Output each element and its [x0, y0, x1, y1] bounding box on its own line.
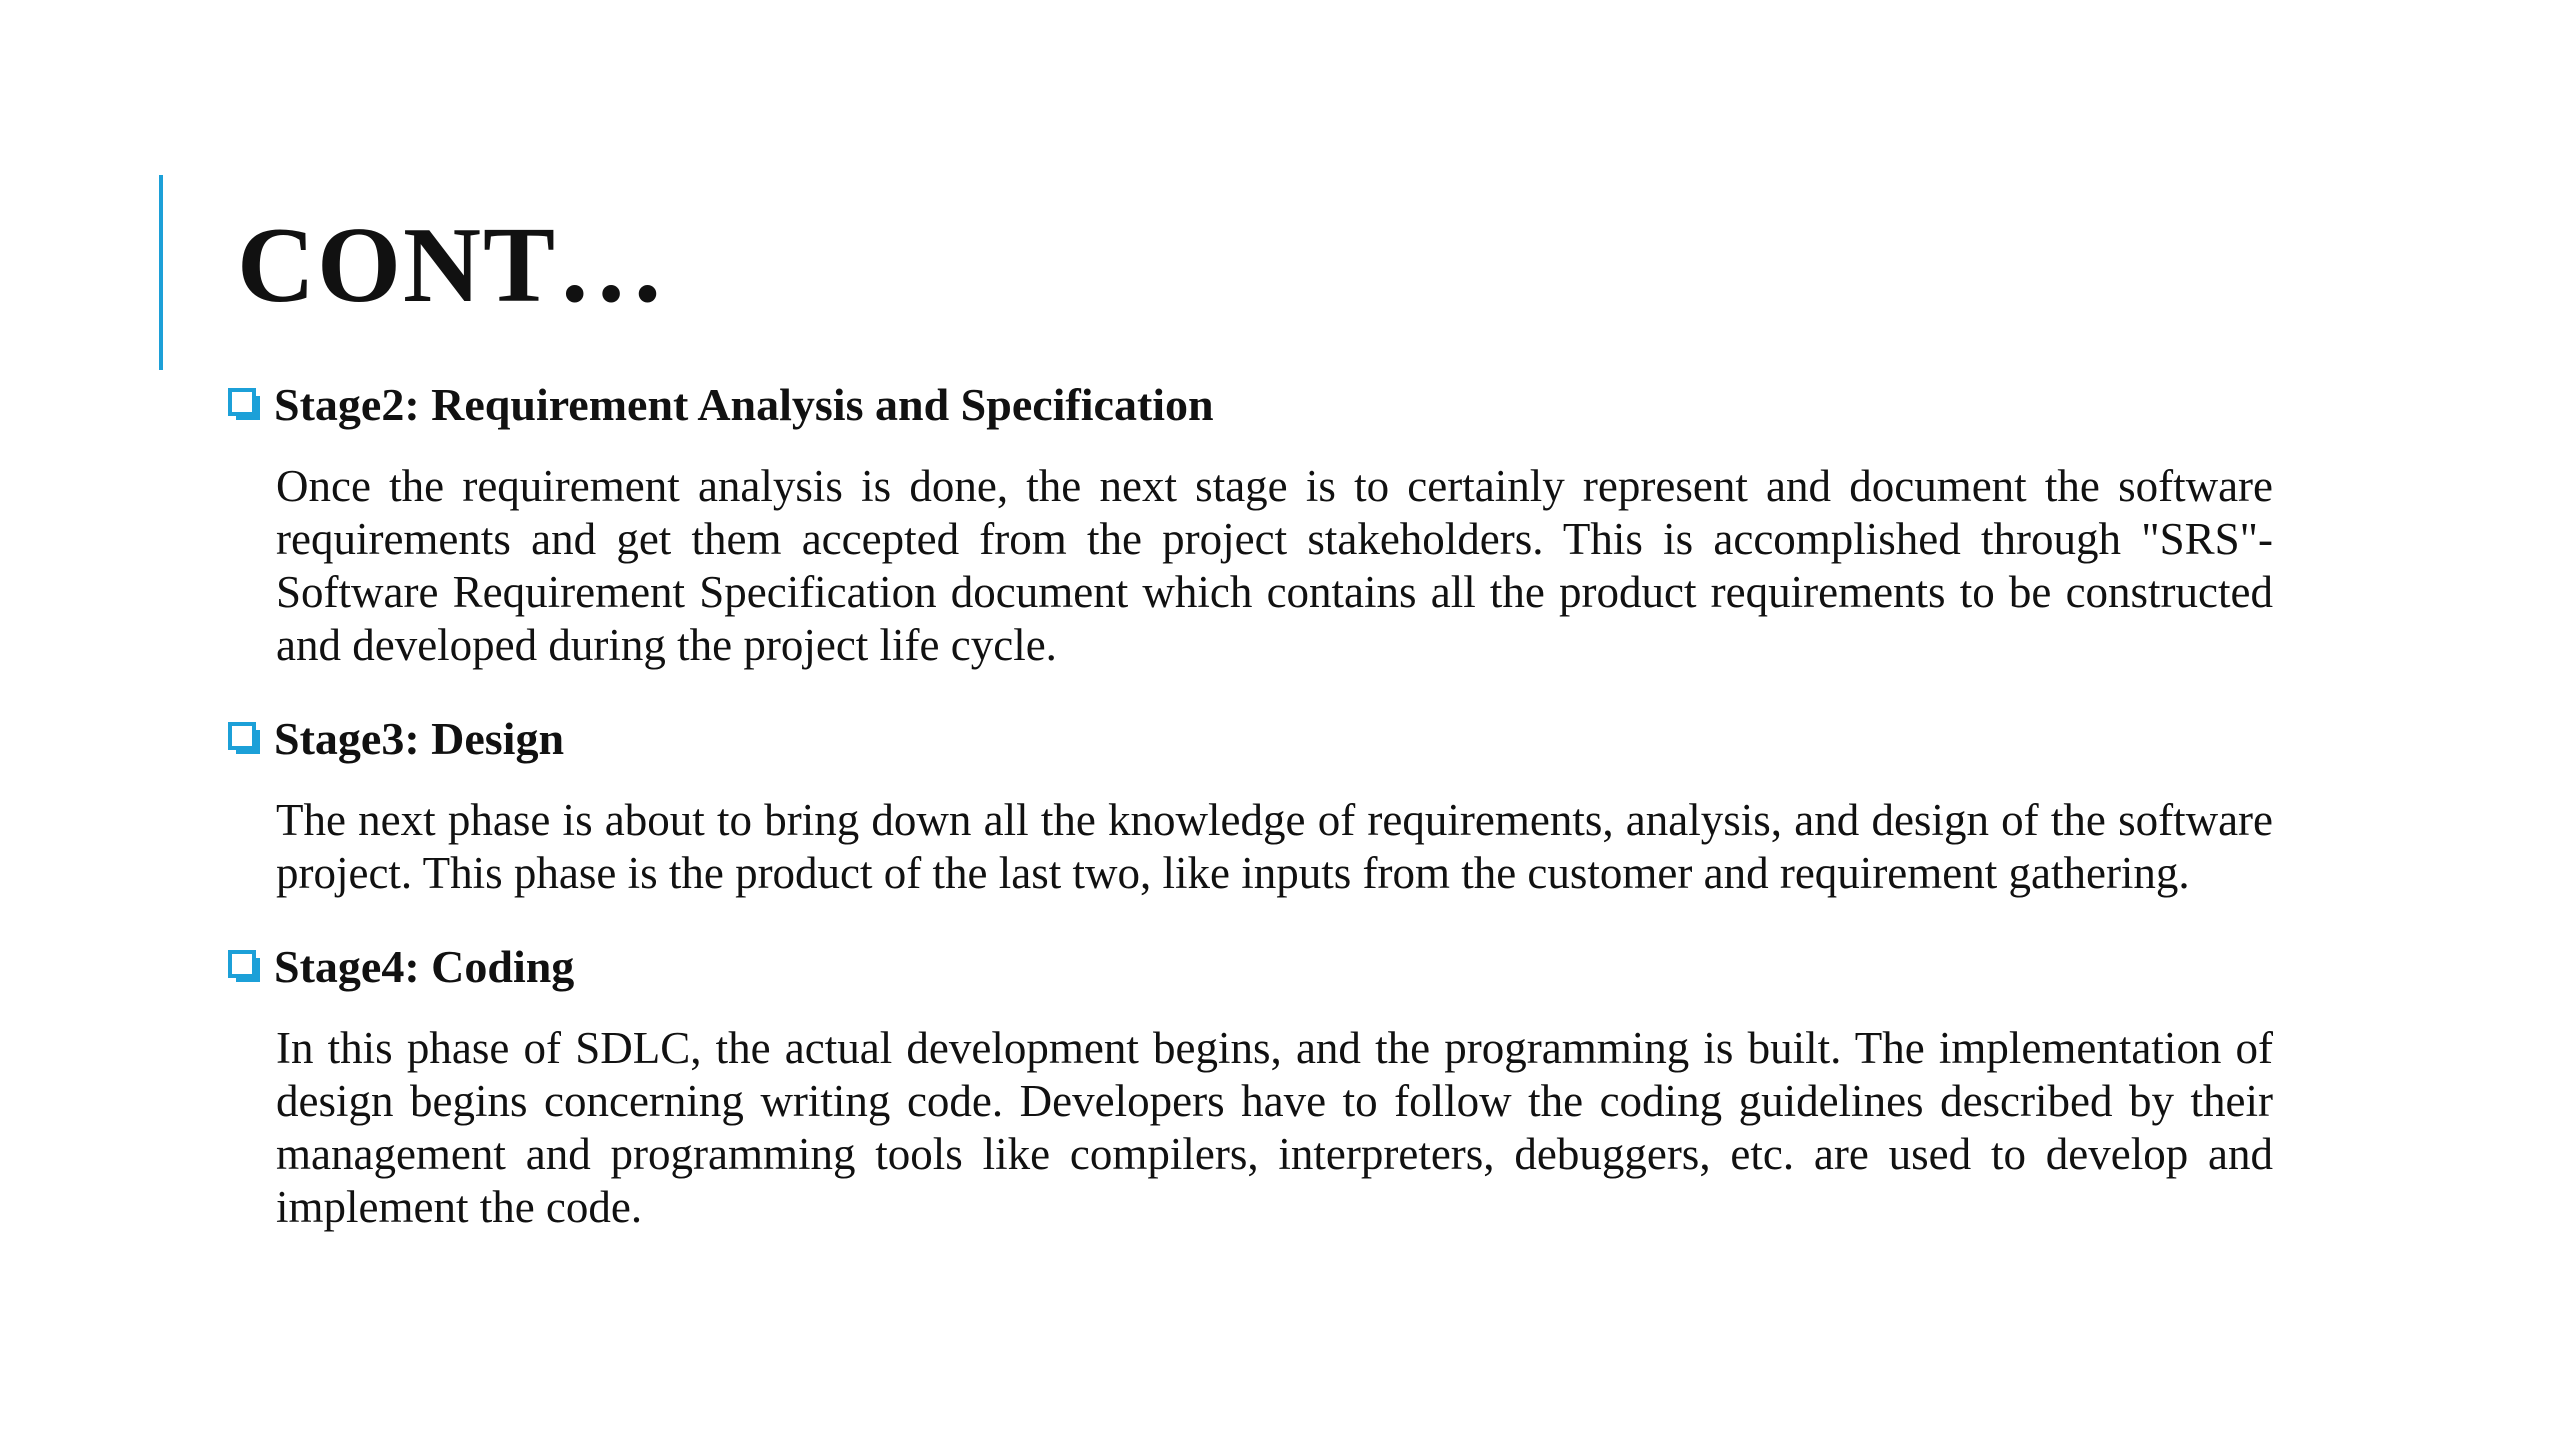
stage-heading-text: Stage2: Requirement Analysis and Specification [274, 379, 1214, 430]
stage-heading-3 [228, 706, 2273, 772]
stage-heading-text: Stage3: Design [274, 713, 565, 764]
hollow-square-bullet-icon [228, 388, 262, 422]
stage-heading-4 [228, 934, 2273, 1000]
slide-content [228, 372, 2273, 1234]
hollow-square-bullet-icon [228, 722, 262, 756]
hollow-square-bullet-icon [228, 950, 262, 984]
title-accent-bar [159, 175, 163, 370]
slide-title: CONT… [237, 206, 668, 325]
stage-heading-2 [228, 372, 2273, 438]
stage-section-4 [228, 934, 2273, 1234]
stage-body-text: The next phase is about to bring down all the knowledge of requirements, analysis, and design of the software project. This phase is the product of the last two, like inputs from the customer and requirement gathering. [276, 795, 2273, 898]
stage-section-2 [228, 372, 2273, 672]
stage-heading-text: Stage4: Coding [274, 941, 575, 992]
stage-body-text: Once the requirement analysis is done, the next stage is to certainly represent and document the software requirements and get them accepted from the project stakeholders. This is accomplished through "SRS"- Software Requirement Specification document which contains all the product requirements to be constructed and developed during the project life cycle. [276, 461, 2273, 670]
stage-body-text: In this phase of SDLC, the actual development begins, and the programming is built. The implementation of design begins concerning writing code. Developers have to follow the coding guidelines described by their management and programming tools like compilers, interpreters, debuggers, etc. are used to develop and implement the code. [276, 1023, 2273, 1232]
stage-section-3 [228, 706, 2273, 900]
